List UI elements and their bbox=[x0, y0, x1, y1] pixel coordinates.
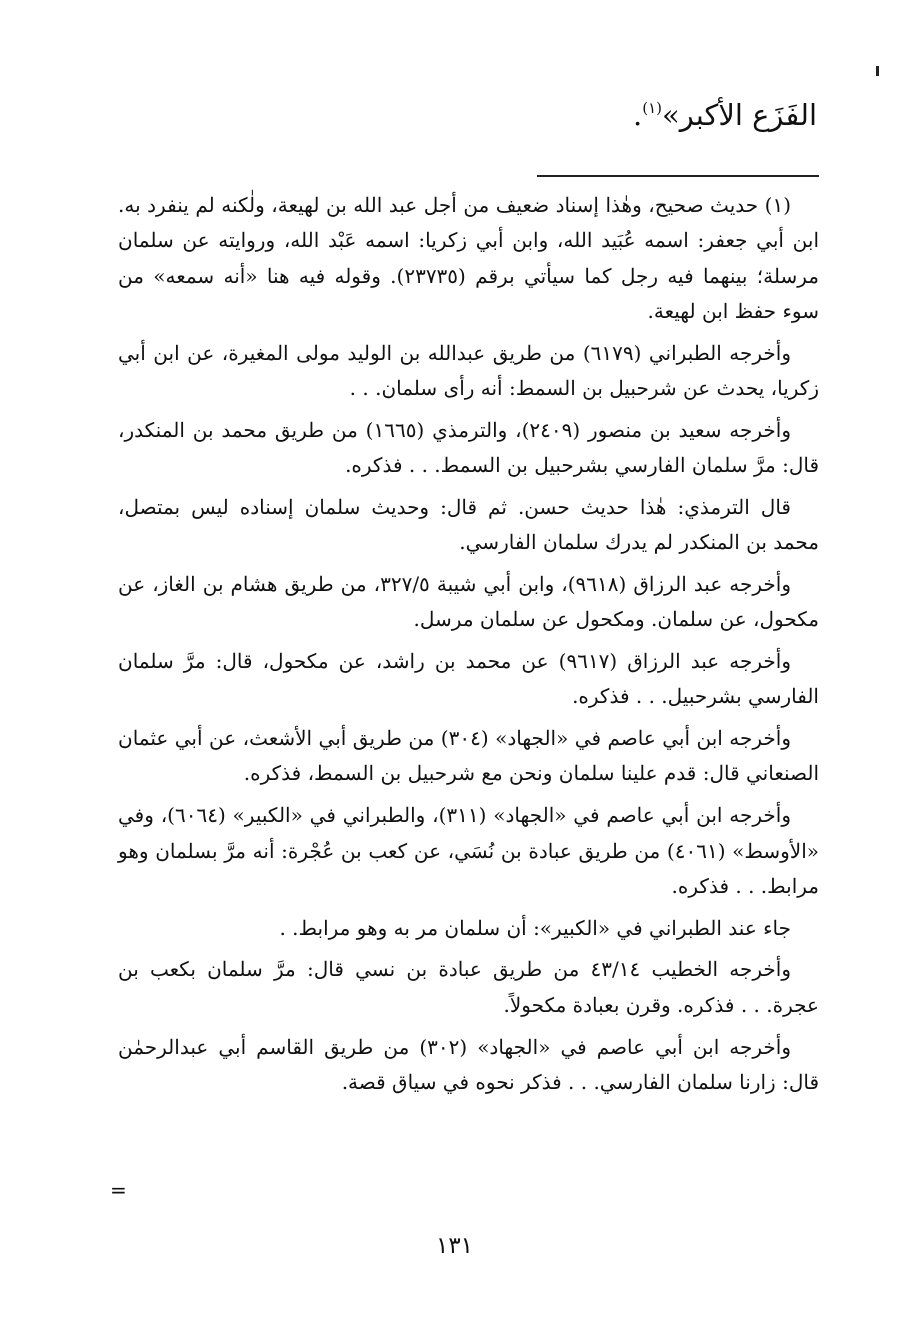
footnote-paragraph-3: وأخرجه سعيد بن منصور (٢٤٠٩)، والترمذي (١٦٦٥) من طريق محمد بن المنكدر، قال: مرَّ سلمان الفارسي بشرحبيل بن السمط. . . فذكره. bbox=[118, 417, 819, 478]
footnote-paragraph-10: وأخرجه الخطيب ٤٣/١٤ من طريق عبادة بن نسي قال: مرَّ سلمان بكعب بن عجرة. . . فذكره. وقرن بعبادة مكحولاً. bbox=[118, 957, 819, 1017]
footnote-paragraph-1: (١) حديث صحيح، وهٰذا إسناد ضعيف من أجل عبد الله بن لهيعة، ولٰكنه لم ينفرد به. ابن أبي جعفر: اسمه عُبَيد الله، وابن أبي زكريا: اسمه عَبْد الله، وروايته عن سلمان مرسلة؛ بينهما فيه رجل كما سيأتي برقم (٢٣٧٣٥). وقوله فيه هنا «أنه سمعه» من سوء حفظ ابن لهيعة. bbox=[118, 193, 819, 323]
footnotes bbox=[118, 188, 819, 1107]
page-number: ١٣١ bbox=[435, 1233, 474, 1259]
footnote-paragraph-5: وأخرجه عبد الرزاق (٩٦١٨)، وابن أبي شيبة ٣٢٧/٥، من طريق هشام بن الغاز، عن مكحول، عن سلمان. ومكحول عن سلمان مرسل. bbox=[118, 571, 819, 632]
footnote-paragraph-9: جاء عند الطبراني في «الكبير»: أن سلمان مر به وهو مرابط. . bbox=[279, 915, 791, 940]
main-text-line bbox=[633, 86, 817, 137]
main-text-end: . bbox=[633, 98, 643, 132]
page-edge-mark bbox=[876, 66, 879, 76]
footnote-reference: (١) bbox=[642, 99, 663, 117]
continuation-mark: = bbox=[110, 1178, 127, 1202]
main-text: الفَزَع الأكبر» bbox=[662, 98, 817, 132]
footnote-separator bbox=[537, 175, 819, 177]
footnote-paragraph-4: قال الترمذي: هٰذا حديث حسن. ثم قال: وحديث سلمان إسناده ليس بمتصل، محمد بن المنكدر لم يدرك سلمان الفارسي. bbox=[118, 494, 819, 555]
footnote-paragraph-6: وأخرجه عبد الرزاق (٩٦١٧) عن محمد بن راشد، عن مكحول، قال: مرَّ سلمان الفارسي بشرحبيل. . . فذكره. bbox=[118, 649, 819, 709]
footnote-paragraph-8: وأخرجه ابن أبي عاصم في «الجهاد» (٣١١)، والطبراني في «الكبير» (٦٠٦٤)، وفي «الأوسط» (٤٠٦١) من طريق عبادة بن نُسَي، عن كعب بن عُجْرة: أنه مرَّ بسلمان وهو مرابط. . . فذكره. bbox=[118, 803, 820, 898]
footnote-paragraph-7: وأخرجه ابن أبي عاصم في «الجهاد» (٣٠٤) من طريق أبي الأشعث، عن أبي عثمان الصنعاني قال: قدم علينا سلمان ونحن مع شرحبيل بن السمط، فذكره. bbox=[118, 726, 819, 786]
footnote-paragraph-11: وأخرجه ابن أبي عاصم في «الجهاد» (٣٠٢) من طريق القاسم أبي عبدالرحمٰن قال: زارنا سلمان الفارسي. . . فذكر نحوه في سياق قصة. bbox=[118, 1034, 819, 1094]
footnote-paragraph-2: وأخرجه الطبراني (٦١٧٩) من طريق عبدالله بن الوليد مولى المغيرة، عن ابن أبي زكريا، يحدث عن شرحبيل بن السمط: أنه رأى سلمان. . . bbox=[118, 340, 819, 400]
